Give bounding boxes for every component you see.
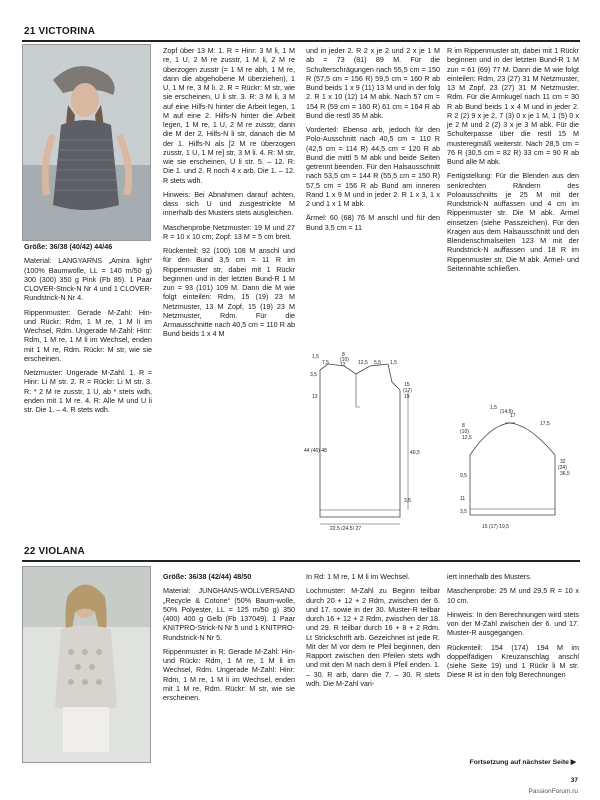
left-mark-a: 3,5 [310, 372, 317, 378]
size-label: Größe: 36/38 (40/42) 44/46 [24, 242, 113, 251]
hinweis-text: Hinweis: In den Berechnungen wird stets von der M-Zahl zwischen der 6. und 17. Muster-R ausgegangen. [447, 609, 579, 638]
sleeve-side: 9,5 [460, 473, 467, 479]
sleeve-top-b: (14,5) [500, 409, 514, 415]
lochmuster-text: Lochmuster: M-Zahl zu Beginn teilbar durch 20 + 12 + 2 Rdm, zwischen der 6. und 17. sowie in der 30. Muster-R teilbar durch 16 + 12 + 2 Rdm, zwischen der 18. und 29. R teilbar durch 16 + 8 + 2 Rdm. Lt Strickschrift arb. Gezeichnet ist jede R. Mit der M vor dem re Pfeil beginnen, den Rapport zwischen den Pfeilen stets wdh und mit den M nach dem li Pfeil enden. 1. – 30. R arb, dann die 7. – 30. R stets wdh. Die M-Zahl vari- [306, 586, 440, 688]
rippenmuster-text: Rippenmuster: Gerade M-Zahl: Hin- und Rückr: Rdm, 1 M re, 1 M li im Wechsel, Rdm. Ungerade M-Zahl: Hinr: Rdm, 1 M re, 1 M li im Wechsel, enden mit 1 M re, Rdm. Rückr: M str, wie sie erscheinen. [24, 307, 152, 363]
sleeve-cap-c: 12,5 [462, 435, 472, 441]
rippenmuster-text: Rippenmuster in R: Gerade M-Zahl: Hin- und Rückr: Rdm, 1 M re, 1 M li im Wechsel, Rdm. Ungerade M-Zahl: Hinr: Rdm, 1 M re, 1 M li im Wechsel, enden mit 1 M re, Rdm. Rückr: M str, wie sie erscheinen. [163, 646, 295, 702]
maschenprobe-text: Maschenprobe: 25 M und 29,5 R = 10 x 10 cm. [447, 586, 579, 605]
zopf-text: Zopf über 13 M: 1. R = Hinr: 3 M li, 1 M re, 1 U, 2 M re zusstr, 1 M li, 2 M re überzogen zusstr (= 1 M re abh, 1 M re, dann die abgehobene M überziehen), 1 U, 1 M re, 3 M li. 2. R = Rückr: M str, wie sie erscheinen, U li str. 3. R: 3 M li, 3 M auf eine Hilfs-N hinter die Arbeit legen, 1 M auf eine 2. Hilfs-N hinter die Arbeit legen, 1 M re, 1 U, 2 M re zusstr, dann die M der 2. Hilfs-N li str, danach die M der 1. Hilfs-N als [2 M re überzogen zusstr, 1 U, 1 M re] str, 3 M li. 4. R: M str, wie sie erscheinen, U li str. 5. – 12. R: Die 1. und 2. R noch 4 x arb. Die 1. – 12. R stets wdh. [163, 46, 295, 185]
watermark-site: PassionForum.ru [528, 788, 578, 795]
aermel-text: Ärmel: 60 (68) 76 M anschl und für den Bund 3,5 cm = 11 [306, 213, 440, 232]
length-left: 44 (46) 48 [304, 448, 327, 454]
rueckenteil-text: Rückenteil: 92 (100) 108 M anschl und für den Bund 3,5 cm = 11 R im Rippenmuster str, dabei mit 1 Rückr beginnen und in der letzten Bund-R 1 M zun = 93 (101) 109 M. Dann die M wie folgt einteilen: Rdm, 15 (19) 23 M Netzmuster, 13 M Zopf, 15 (19) 23 M Netzmuster, Rdm. Für die Armausschnitte nach 40,5 cm = 110 R ab Bund beids 1 x 4 M [163, 246, 295, 339]
top-mark-g: 5,5 [374, 360, 381, 366]
sleeve-width: 15 (17) 19,5 [482, 524, 509, 530]
model-photo-illustration [23, 567, 150, 762]
material-text: Material: LANGYARNS „Amira light“ (100% Baumwolle, LL = 140 m/50 g) 300 (300) 350 g Pink (Fb 85). 1 Paar CLOVER-Strick-N Nr 4 und 1 CLOVER-Rundstrick-N Nr 4. [24, 256, 152, 303]
size-label: Größe: 36/38 (42/44) 48/50 [163, 572, 252, 581]
left-mark-b: 13 [312, 394, 318, 400]
continued-text: iert innerhalb des Musters. [447, 572, 532, 581]
section-rule [22, 560, 580, 562]
top-mark-h: 1,5 [390, 360, 397, 366]
sleeve-right-c: 36,5 [560, 471, 570, 477]
sleeve-schematic [460, 385, 582, 530]
page-number: 37 [570, 777, 578, 784]
side-mark-c: 19 [404, 394, 410, 400]
sleeve-cap-a: 8 [462, 423, 465, 429]
maschenprobe-text: Maschenprobe Netzmuster: 19 M und 27 R = 10 x 10 cm; Zopf: 13 M = 5 cm breit. [163, 222, 295, 241]
rib-mark: 3,5 [404, 498, 411, 504]
in-runden-text: In Rd: 1 M re, 1 M li im Wechsel. [306, 572, 410, 581]
abnahmen-text: und in jeder 2. R 2 x je 2 und 2 x je 1 M ab = 73 (81) 89 M. Für die Schulterschrägungen nach 55,5 cm = 150 R (57,5 cm = 156 R) 59,5 cm = 160 R ab Bund beids 1 x 9 (11) 13 M und in der folg 2. R 1 x 10 (12) 14 M abk. Nach 57 cm = 154 R (59 cm = 160 R) 61 cm = 164 R ab Bund die restl 35 M abk. [306, 46, 440, 120]
hinweis-text: Hinweis: Bei Abnahmen darauf achten, dass sich U und zusgestrickte M innerhalb des Musters stets ausgleichen. [163, 189, 295, 218]
armkugel-text: R im Rippenmuster str, dabei mit 1 Rückr beginnen und in der letzten Bund-R 1 M zun = 61 (69) 77 M. Dann die M wie folgt einteilen: Rdm, 23 (27) 31 M Netzmuster, 13 M Zopf, 23 (27) 31 M Netzmuster, Rdm. Für die Armkugel nach 11 cm = 30 R ab Bund beids 1 x 4 M und in jeder 2. R 2 (2) 9 x je 2, 7 (3) 0 x je 1 M, 1 (5) 0 x je 2 M und 2 (2) 3 x je 3 M abk. Für die Schulterpasse über die restl 15 M musteregmäß weiterstr. Nach 28,5 cm = 76 R (30,5 cm = 82 R) 33 cm = 90 R ab Bund alle M abk. [447, 46, 579, 166]
sleeve-top-c: 17 [510, 413, 516, 419]
sleeve-top-a: 1,5 [490, 405, 497, 411]
model-photo-illustration [23, 45, 150, 240]
model-photo [22, 44, 151, 241]
sleeve-rib: 3,5 [460, 509, 467, 515]
section-title: 22 VIOLANA [24, 546, 85, 557]
top-mark-e: 12 [340, 362, 346, 368]
side-mark-a: 15 [404, 382, 410, 388]
sleeve-mid: 17,5 [540, 421, 550, 427]
material-text: Material: JUNGHANS-WOLLVERSAND „Recycle & Cotone“ (50% Baum-wolle, 50% Polyester, LL = 125 m/50 g) 350 (400) 400 g Gelb (Fb 137049). 1 Paar KNITPRO-Strick-N Nr 5 und 1 KNITPRO-Rundstrick-N Nr 5. [163, 586, 295, 642]
continue-note: Fortsetzung auf nächster Seite ▶ [469, 759, 576, 766]
netzmuster-text: Netzmuster: Ungerade M-Zahl. 1. R = Hinr: Li M str. 2. R = Rückr: Li M str. 3. R: * 2 M re zusstr, 1 U, ab * stets wdh, enden mit 1 M re. 4. R: Alle M und U li str. Die 1. – 4. R stets wdh. [24, 368, 152, 414]
top-mark-d: (10) [340, 357, 349, 363]
top-mark-a: 1,5 [312, 354, 319, 360]
section-rule [22, 40, 580, 42]
sleeve-right-a: 32 [560, 459, 566, 465]
top-mark-b: 7,5 [322, 360, 329, 366]
rueckenteil-text: Rückenteil: 154 (174) 194 M im doppelfädigen Kreuzanschlag anschl (siehe Seite 19) und 1 Rückr li M str. Diese R ist in den folg Berechnungen [447, 642, 579, 680]
side-mark-b: (17) [403, 388, 412, 394]
width-mark: 22,5 (24,5) 27 [330, 526, 362, 530]
section-title: 21 VICTORINA [24, 26, 96, 37]
model-photo [22, 566, 151, 763]
sleeve-low: 11 [460, 496, 466, 502]
top-mark-f: 12,5 [358, 360, 368, 366]
fertigstellung-text: Fertigstellung: Für die Blenden aus den senkrechten Rändern des Poloausschnitts je 25 M mit der Rundstrick-N auffassen und 4 cm im Rippenmuster str. Die M abk. Ärmel einsetzen (siehe Passzeichen). Für den Kragen aus dem Halsausschnitt und den Blendenschmalseiten 123 M mit der Rundstrick-N auffassen und 18 R im Rippenmuster str. Die M abk. Ärmel- und Seitennähte schließen. [447, 171, 579, 273]
body-length: 40,5 [410, 450, 420, 456]
sleeve-right-b: (34) [558, 465, 567, 471]
sleeve-cap-b: (10) [460, 429, 469, 435]
body-schematic [300, 352, 460, 530]
vorderteil-text: Vorderteil: Ebenso arb, jedoch für den Polo-Ausschnitt nach 40,5 cm = 110 R (42,5 cm = 114 R) 44,5 cm = 120 R ab Bund die mittl 5 M abk und beide Seiten getrennt beenden. Für den Halsausschnitt nach 53,5 cm = 144 R (55,5 cm = 150 R) 57,5 cm = 156 R ab Bund am inneren Rand 1 x 9 M und in jeder 2. R 1 x 3, 1 x 2 und 1 x 1 M abk. [306, 125, 440, 208]
top-mark-c: 8 [342, 352, 345, 358]
